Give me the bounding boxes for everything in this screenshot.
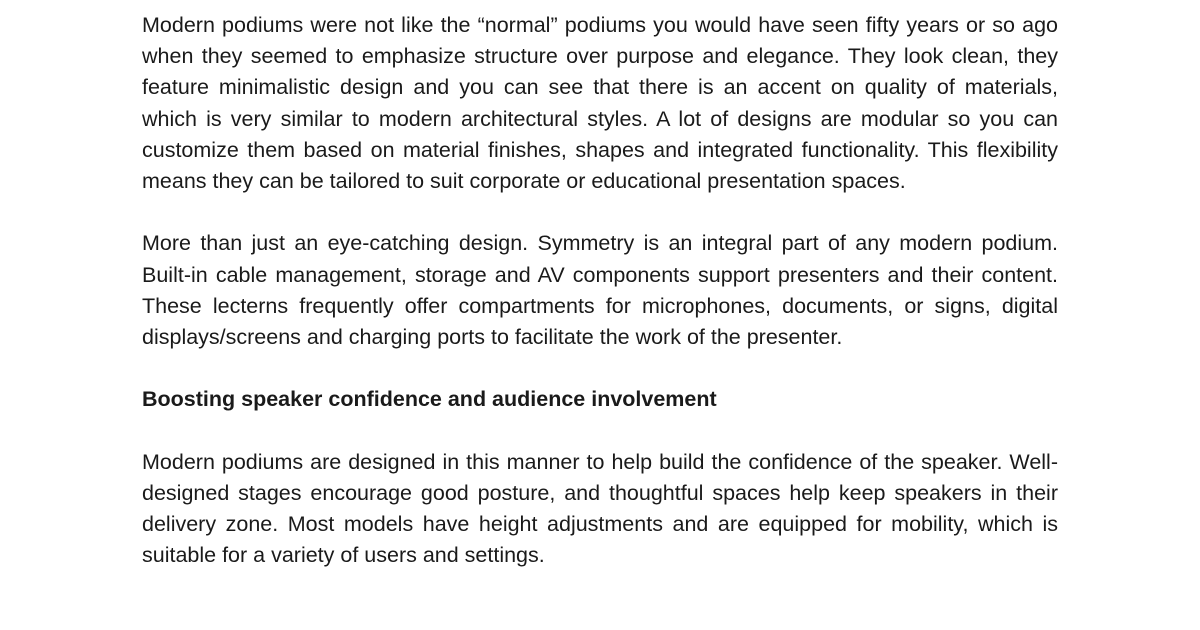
document-body — [142, 10, 1058, 603]
paragraph-speaker-confidence: Modern podiums are designed in this manner to help build the confidence of the speaker. Well-designed stages encourage good posture, and thoughtful spaces help keep speakers in their delivery zone. Most models have height adjustments and are equipped for mobility, which is suitable for a variety of users and settings. — [142, 449, 1058, 568]
paragraph-design-features: More than just an eye-catching design. Symmetry is an integral part of any modern podium. Built-in cable management, storage and AV components support presenters and their content. These lecterns frequently offer compartments for microphones, documents, or signs, digital displays/screens and charging ports to facilitate the work of the presenter. — [142, 231, 1058, 350]
section-heading: Boosting speaker confidence and audience involvement — [142, 387, 717, 412]
paragraph-modern-podiums: Modern podiums were not like the “normal” podiums you would have seen fifty years or so ago when they seemed to emphasize structure over purpose and elegance. They look clean, they feature minimalistic design and you can see that there is an accent on quality of materials, which is very similar to modern architectural styles. A lot of designs are modular so you can customize them based on material finishes, shapes and integrated functionality. This flexibility means they can be tailored to suit corporate or educational presentation spaces. — [142, 13, 1058, 194]
